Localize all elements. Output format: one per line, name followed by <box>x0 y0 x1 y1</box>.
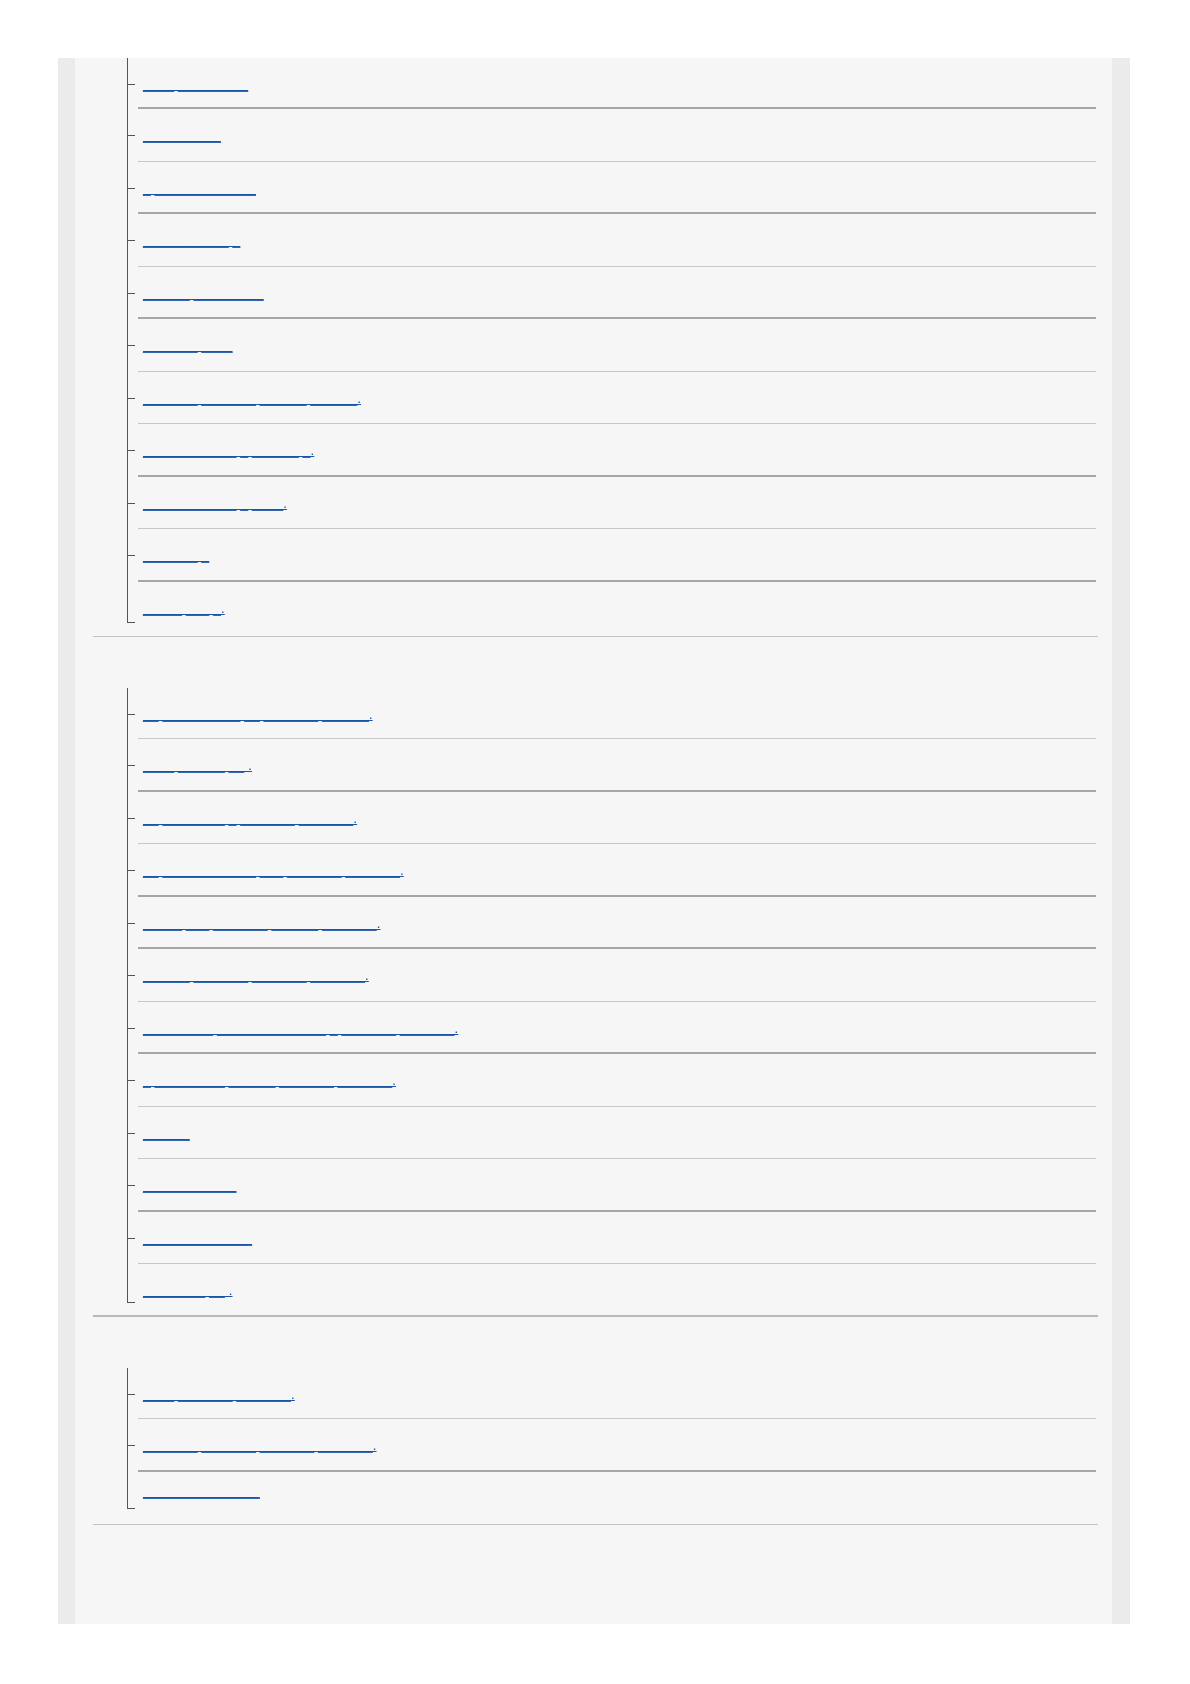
toc-link[interactable]: _ _____________ <box>143 179 256 196</box>
list-item <box>127 477 1098 530</box>
toc-section-1 <box>93 58 1098 637</box>
toc-link[interactable]: ____________ _ ____. <box>143 494 288 511</box>
section-divider <box>93 1524 1098 1525</box>
list-item <box>127 1054 1098 1107</box>
tree-tick <box>127 1185 135 1186</box>
tree-tick <box>127 923 135 924</box>
list-item <box>127 162 1098 215</box>
toc-link[interactable]: _______ ____ <box>143 337 233 354</box>
list-item <box>127 1002 1098 1055</box>
toc-section-2 <box>93 637 1098 1317</box>
toc-link[interactable]: ____________ _ ______ _. <box>143 442 315 459</box>
tree-tick <box>127 84 135 85</box>
list-item <box>127 1264 1098 1317</box>
tree-tick <box>127 1080 135 1081</box>
toc-link[interactable]: _______ _______ ______ ______. <box>143 389 361 406</box>
list-item <box>127 792 1098 845</box>
toc-link[interactable]: _____ ___ _. <box>143 599 225 616</box>
list-item <box>127 267 1098 320</box>
tree-tick <box>127 240 135 241</box>
toc-link[interactable]: __________ <box>143 127 221 144</box>
list-item <box>127 1368 1098 1419</box>
toc-link[interactable]: ______ _______ _______ _______. <box>143 967 369 984</box>
toc-link[interactable]: ______ _________ <box>143 284 264 301</box>
list-item <box>127 529 1098 582</box>
list-item <box>127 739 1098 792</box>
toc-tree-3 <box>127 1368 1098 1509</box>
tree-tick <box>127 503 135 504</box>
tree-tick <box>127 555 135 556</box>
toc-link[interactable]: _________ ______________ _ _______ _______. <box>143 1019 459 1036</box>
list-item <box>127 582 1098 635</box>
tree-tick <box>127 1133 135 1134</box>
list-item <box>127 319 1098 372</box>
tree-tick <box>127 818 135 819</box>
list-item <box>127 1419 1098 1472</box>
tree-tick <box>127 188 135 189</box>
toc-link[interactable]: ___________ _ <box>143 232 241 249</box>
toc-link[interactable]: ____ ______ __ . <box>143 757 252 774</box>
toc-link[interactable]: _______________ <box>143 1482 260 1499</box>
list-item <box>127 949 1098 1002</box>
list-item <box>127 424 1098 477</box>
tree-tick <box>127 1445 135 1446</box>
toc-link[interactable]: ____ _______ _______. <box>143 1385 295 1402</box>
toc-link[interactable]: _______ _ <box>143 547 210 564</box>
toc-tree-1 <box>127 58 1098 623</box>
toc-link[interactable]: ________ __ . <box>143 1282 233 1299</box>
toc-link[interactable]: _______ _______ _______ _______. <box>143 1437 377 1454</box>
list-item <box>127 1107 1098 1160</box>
tree-tick <box>127 135 135 136</box>
tree-tick <box>127 714 135 715</box>
list-item <box>127 897 1098 950</box>
tree-tick <box>127 450 135 451</box>
tree-tick <box>127 765 135 766</box>
tree-tick <box>127 1238 135 1239</box>
toc-link[interactable]: _____ ___ _______ ______ _______. <box>143 914 381 931</box>
list-item <box>127 1159 1098 1212</box>
toc-link[interactable]: ______ <box>143 1124 190 1141</box>
tree-tick <box>127 870 135 871</box>
list-item <box>127 688 1098 739</box>
toc-tree-2 <box>127 688 1098 1303</box>
list-item <box>127 372 1098 425</box>
toc-link[interactable]: ______________ <box>143 1229 253 1246</box>
toc-link[interactable]: __ ________ _ _______ _______. <box>143 809 358 826</box>
tree-tick <box>127 345 135 346</box>
list-item <box>127 844 1098 897</box>
tree-tick <box>127 293 135 294</box>
toc-link[interactable]: ____ _________ <box>143 75 249 92</box>
list-item <box>127 214 1098 267</box>
list-item <box>127 58 1098 109</box>
toc-link[interactable]: _ _________ ______ _______ _______. <box>143 1072 397 1089</box>
list-item <box>127 1472 1098 1510</box>
toc-link[interactable]: __ __________ __ _______ ______. <box>143 705 373 722</box>
toc-section-3 <box>93 1317 1098 1525</box>
tree-tick <box>127 398 135 399</box>
toc-link[interactable]: ____________ <box>143 1177 237 1194</box>
list-item <box>127 1212 1098 1265</box>
tree-tick <box>127 975 135 976</box>
list-item <box>127 109 1098 162</box>
tree-tick <box>127 1028 135 1029</box>
toc-link[interactable]: __ ____________ ___ _______ _______. <box>143 862 404 879</box>
tree-tick <box>127 1394 135 1395</box>
